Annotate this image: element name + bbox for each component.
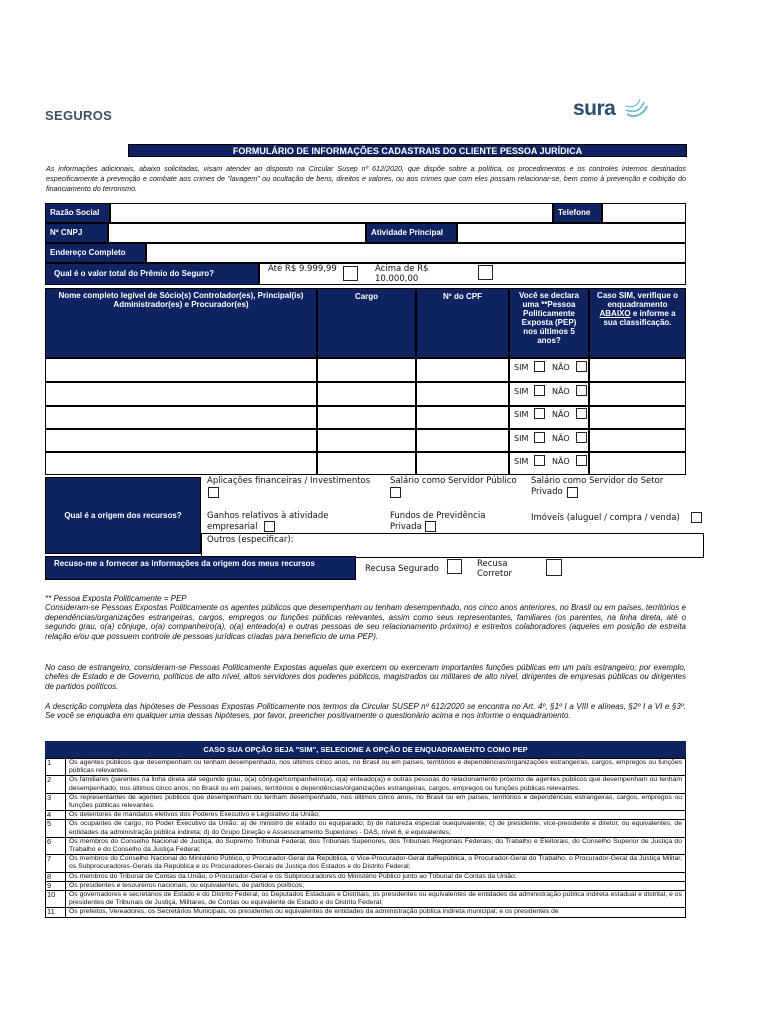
origem-outros-label: Outros (especificar):: [207, 535, 294, 545]
pep-reference-text: A descrição completa das hipóteses de Pessoas Expostas Politicamente nos termos da Circular SUSEP nº 612/2020 se encontra no Art. 4º, §1º I a VIII e alíneas, §2º I a VI e §3º. Se você se enquadra em qualquer uma dessas hipóteses, por favor, preencher positivamente o questionário acima e nos informe o enquadramento.: [45, 702, 686, 721]
classification-title: CASO SUA OPÇÃO SEJA "SIM", SELECIONE A OPÇÃO DE ENQUADRAMENTO COMO PEP: [45, 741, 686, 758]
form-title: FORMULÁRIO DE INFORMAÇÕES CADASTRAIS DO CLIENTE PESSOA JURÍDICA: [128, 144, 687, 157]
classification-number: 9: [46, 881, 66, 890]
classification-row[interactable]: [46, 837, 686, 854]
nome-field[interactable]: [45, 452, 317, 475]
sim-label: SIM: [514, 434, 529, 443]
classification-text: Os presidentes e tesoureiros nacionais, ou equivalentes, de partidos políticos;: [66, 881, 686, 890]
origem-fundos-label-1: Fundos de Previdência: [390, 511, 486, 521]
label-telefone: Telefone: [553, 203, 602, 223]
endereco-field[interactable]: [146, 243, 686, 263]
classification-number: 11: [46, 908, 66, 917]
classification-row[interactable]: [46, 908, 686, 917]
recusa-segurado-label: Recusa Segurado: [365, 564, 439, 574]
col-header-caso-sim: [589, 288, 686, 358]
pep-definition-block: [45, 594, 686, 641]
classification-text: Os membros do Tribunal de Contas da União, o Procurador-Geral e os Subprocuradores do Ministério Público junto ao Tribunal de Contas da União;: [66, 872, 686, 881]
classification-row[interactable]: [46, 811, 686, 820]
classification-number: 1: [46, 759, 66, 776]
origem-aplicacoes-checkbox[interactable]: [208, 487, 219, 498]
caso-sim-text-a: Caso SIM, verifique o enquadramento: [597, 291, 678, 309]
origem-ganhos-checkbox[interactable]: [264, 521, 275, 532]
pep-foreign-text: No caso de estrangeiro, consideram-se Pessoas Politicamente Expostas aquelas que exercem ou exerceram importantes funções públicas em um país estrangeiro; por exemplo, chefes de Estado e de Governo, políticos de alto nível, altos servidores dos poderes públicos, magistrados ou militares de alto nível, dirigentes de empresas públicas ou dirigentes de partidos políticos.: [45, 663, 686, 691]
premio-opt2-label-1: Acima de R$: [375, 264, 429, 274]
col-header-pep: Você se declara uma **Pessoa Politicamente Exposta (PEP) nos últimos 5 anos?: [509, 288, 589, 358]
classification-number: 7: [46, 855, 66, 872]
sim-checkbox[interactable]: [534, 432, 545, 443]
atividade-field[interactable]: [457, 223, 686, 243]
cargo-field[interactable]: [317, 382, 416, 406]
nome-field[interactable]: [45, 382, 317, 406]
origem-imoveis-label: Imóveis (aluguel / compra / venda): [531, 513, 680, 523]
cpf-field[interactable]: [416, 406, 509, 429]
classification-text: Os familiares (parentes na linha direta até segundo grau, o(a) cônjuge/companheiro(a), o(a) enteado(a)) e outras pessoas do relacionamento próximo de agentes públicos que desempenham ou tenham desempenhado, nos últimos cinco anos, no Brasil ou em países, territórios e dependências/organizações estrangeiras, cargos, empregos ou funções públicas relevantes.: [66, 776, 686, 793]
classification-number: 2: [46, 776, 66, 793]
col-header-cpf: Nº do CPF: [416, 288, 509, 358]
nao-checkbox[interactable]: [576, 432, 587, 443]
nome-field[interactable]: [45, 406, 317, 429]
cnpj-field[interactable]: [108, 223, 366, 243]
classification-number: 10: [46, 891, 66, 908]
classification-text: Os membros do Conselho Nacional do Ministério Público, o Procurador-Geral da República, o Vice-Procurador-Geral daRepública, o Procurador-Geral do Trabalho, o Procurador-Geral da Justiça Militar, os Subprocuradores-Gerais da República e os Procuradores-Gerais de Justiça dos Estados e do Distrito Federal;: [66, 855, 686, 872]
nao-checkbox[interactable]: [576, 361, 587, 372]
classification-number: 8: [46, 872, 66, 881]
sim-label: SIM: [514, 410, 529, 419]
recusa-corretor-checkbox[interactable]: [546, 559, 562, 576]
label-cnpj: Nº CNPJ: [45, 223, 108, 243]
label-recusa: Recuso-me a fornecer as informações da origem dos meus recursos: [45, 556, 356, 580]
origem-salario-publico-label: Salário como Servidor Público: [390, 476, 517, 486]
sura-logo: [573, 96, 653, 126]
nao-label: NÃO: [552, 410, 570, 419]
classificacao-field[interactable]: [589, 452, 686, 475]
nao-label: NÃO: [552, 363, 570, 372]
classification-text: Os ocupantes de cargo, no Poder Executivo da União: a) de ministro de estado ou equiparado; b) de natureza especial ouequivalente; c) de presidente, vice-presidente e diretor, ou equivalentes, de entidades da administração pública indireta; d) do Grupo Direção e Assessoramento Superiores - DAS, nível 6, e equivalentes;: [66, 820, 686, 837]
cpf-field[interactable]: [416, 382, 509, 406]
col-header-nome: Nome completo legível de Sócio(s) Controlador(es), Principal(is) Administrador(es) e Procurador(es): [45, 288, 317, 358]
classification-text: Os representantes de agentes públicos que desempenham ou tenham desempenhado, nos últimos cinco anos, no Brasil ou em países, territórios e dependências estrangeiras, cargos, empregos ou funções públicas relevantes.: [66, 793, 686, 810]
label-origem: Qual é a origem dos recursos?: [45, 477, 201, 554]
premio-opt2-label-2: 10.000,00: [375, 274, 419, 284]
origem-ganhos-label-2: empresarial: [207, 522, 258, 532]
recusa-segurado-checkbox[interactable]: [447, 559, 462, 574]
nao-checkbox[interactable]: [576, 408, 587, 419]
caso-sim-text-abaixo: ABAIXO: [599, 309, 631, 318]
cpf-field[interactable]: [416, 429, 509, 452]
classification-number: 4: [46, 811, 66, 820]
classification-text: Os prefeitos, Vereadores, os Secretários Municipais, os presidentes ou equivalentes de entidades da administração pública indireta municipal, e os presidentes de: [66, 908, 686, 917]
cpf-field[interactable]: [416, 358, 509, 382]
classification-text: Os membros do Conselho Nacional de Justiça, do Supremo Tribunal Federal, dos Tribunais Superiores, dos Tribunais Regionais Federais, do Trabalho e Eleitorais, do Conselho Superior de Justiça do Trabalho e do Conselho da Justiça Federal;: [66, 837, 686, 854]
premio-opt1-label: Até R$ 9.999,99: [268, 264, 337, 274]
sim-checkbox[interactable]: [534, 408, 545, 419]
classification-row[interactable]: [46, 759, 686, 776]
logo-text: sura: [573, 97, 616, 120]
razao-social-field[interactable]: [110, 203, 553, 223]
origem-ganhos-label-1: Ganhos relativos à atividade: [207, 511, 329, 521]
origem-fundos-label-2: Privada: [390, 522, 422, 532]
premio-opt1-checkbox[interactable]: [343, 266, 358, 281]
recusa-corretor-label-2: Corretor: [477, 569, 513, 579]
cargo-field[interactable]: [317, 406, 416, 429]
sim-label: SIM: [514, 363, 529, 372]
classification-number: 5: [46, 820, 66, 837]
recusa-corretor-label-1: Recusa: [477, 559, 508, 569]
origem-salario-privado-label-1: Salário como Servidor do Setor: [531, 476, 664, 486]
telefone-field[interactable]: [602, 203, 686, 223]
nao-label: NÃO: [552, 434, 570, 443]
classificacao-field[interactable]: [589, 406, 686, 429]
classification-number: 6: [46, 837, 66, 854]
label-razao-social: Razão Social: [45, 203, 110, 223]
classification-number: 3: [46, 793, 66, 810]
pep-definition-title: ** Pessoa Exposta Politicamente = PEP: [45, 594, 187, 603]
classification-row[interactable]: [46, 776, 686, 793]
nao-label: NÃO: [552, 387, 570, 396]
classification-text: Os agentes públicos que desempenham ou tenham desempenhado, nos últimos cinco anos, no Brasil ou em países, territórios e dependências/organizações estrangeiras, cargos, empregos ou funções públicas relevantes.: [66, 759, 686, 776]
cargo-field[interactable]: [317, 452, 416, 475]
brand-seguros: SEGUROS: [45, 108, 113, 123]
sim-checkbox[interactable]: [534, 385, 545, 396]
classificacao-field[interactable]: [589, 429, 686, 452]
classification-row[interactable]: [46, 793, 686, 810]
classification-row[interactable]: [46, 820, 686, 837]
classification-text: Os governadores e secretários de Estado e do Distrito Federal, os Deputados Estaduais e Distritais, os presidentes ou equivalentes de entidades da administração pública indireta estadual e distrital, e os presidentes de Tribunais de Justiça, Militares, de Contas ou equivalente de Estado e do Distrito Federal;: [66, 891, 686, 908]
classificacao-field[interactable]: [589, 358, 686, 382]
nome-field[interactable]: [45, 429, 317, 452]
origem-aplicacoes-label: Aplicações financeiras / Investimentos: [207, 476, 371, 486]
premio-opt2-checkbox[interactable]: [478, 265, 493, 280]
sim-label: SIM: [514, 387, 529, 396]
nome-field[interactable]: [45, 358, 317, 382]
classification-row[interactable]: [46, 891, 686, 908]
label-endereco: Endereço Completo: [45, 243, 146, 263]
nao-checkbox[interactable]: [576, 385, 587, 396]
logo-swirl-icon: [623, 96, 651, 124]
origem-salario-privado-checkbox[interactable]: [567, 487, 578, 498]
origem-salario-publico-checkbox[interactable]: [390, 487, 401, 498]
label-atividade: Atividade Principal: [366, 223, 457, 243]
intro-text: As informações adicionais, abaixo solicitadas, visam atender ao disposto na Circular Susep nº 612/2020, que dispõe sobre a política, os procedimentos e os controles internos destinados especificamente à prevenção e combate aos crimes de "lavagem" ou ocultação de bens, direitos e valores, ou aos crimes que com eles possam relacionar-se, bem como à prevenção e coibição do financiamento do terrorismo.: [46, 164, 686, 193]
col-header-cargo: Cargo: [317, 288, 416, 358]
origem-imoveis-checkbox[interactable]: [691, 512, 702, 523]
nao-label: NÃO: [552, 457, 570, 466]
classification-row[interactable]: [46, 855, 686, 872]
origem-salario-privado-label-2: Privado: [531, 487, 563, 497]
nao-checkbox[interactable]: [576, 455, 587, 466]
cargo-field[interactable]: [317, 358, 416, 382]
cargo-field[interactable]: [317, 429, 416, 452]
label-premio: Qual é o valor total do Prêmio do Seguro?: [45, 263, 259, 285]
sim-checkbox[interactable]: [534, 361, 545, 372]
classification-table: [45, 758, 686, 918]
origem-fundos-checkbox[interactable]: [425, 521, 436, 532]
sim-checkbox[interactable]: [534, 455, 545, 466]
pep-definition-text: Consideram-se Pessoas Expostas Politicamente os agentes públicos que desempenham ou tenham desempenhado, nos cinco anos anteriores, no Brasil ou em países, territórios e dependências/organizações estrangeiras, cargos, empregos ou funções públicas relevantes, assim como seus representantes, familiares (os parentes, na linha direta, até o segundo grau, o(a) cônjuge, o(a) companheiro(a), o(a) enteado(a) e outras pessoas de seu relacionamento próximo) e estreitos colaboradores (aqueles em posição de estreita relação e/ou que possuem controle de pessoas jurídicas criadas para benefício de uma PEP).: [45, 603, 686, 641]
classificacao-field[interactable]: [589, 382, 686, 406]
classification-row[interactable]: [46, 872, 686, 881]
sim-label: SIM: [514, 457, 529, 466]
classification-row[interactable]: [46, 881, 686, 890]
classification-text: Os detentores de mandatos eletivos dos Poderes Executivo e Legislativo da União;: [66, 811, 686, 820]
cpf-field[interactable]: [416, 452, 509, 475]
caso-sim-text-c: e informe a sua classificação.: [603, 309, 676, 327]
